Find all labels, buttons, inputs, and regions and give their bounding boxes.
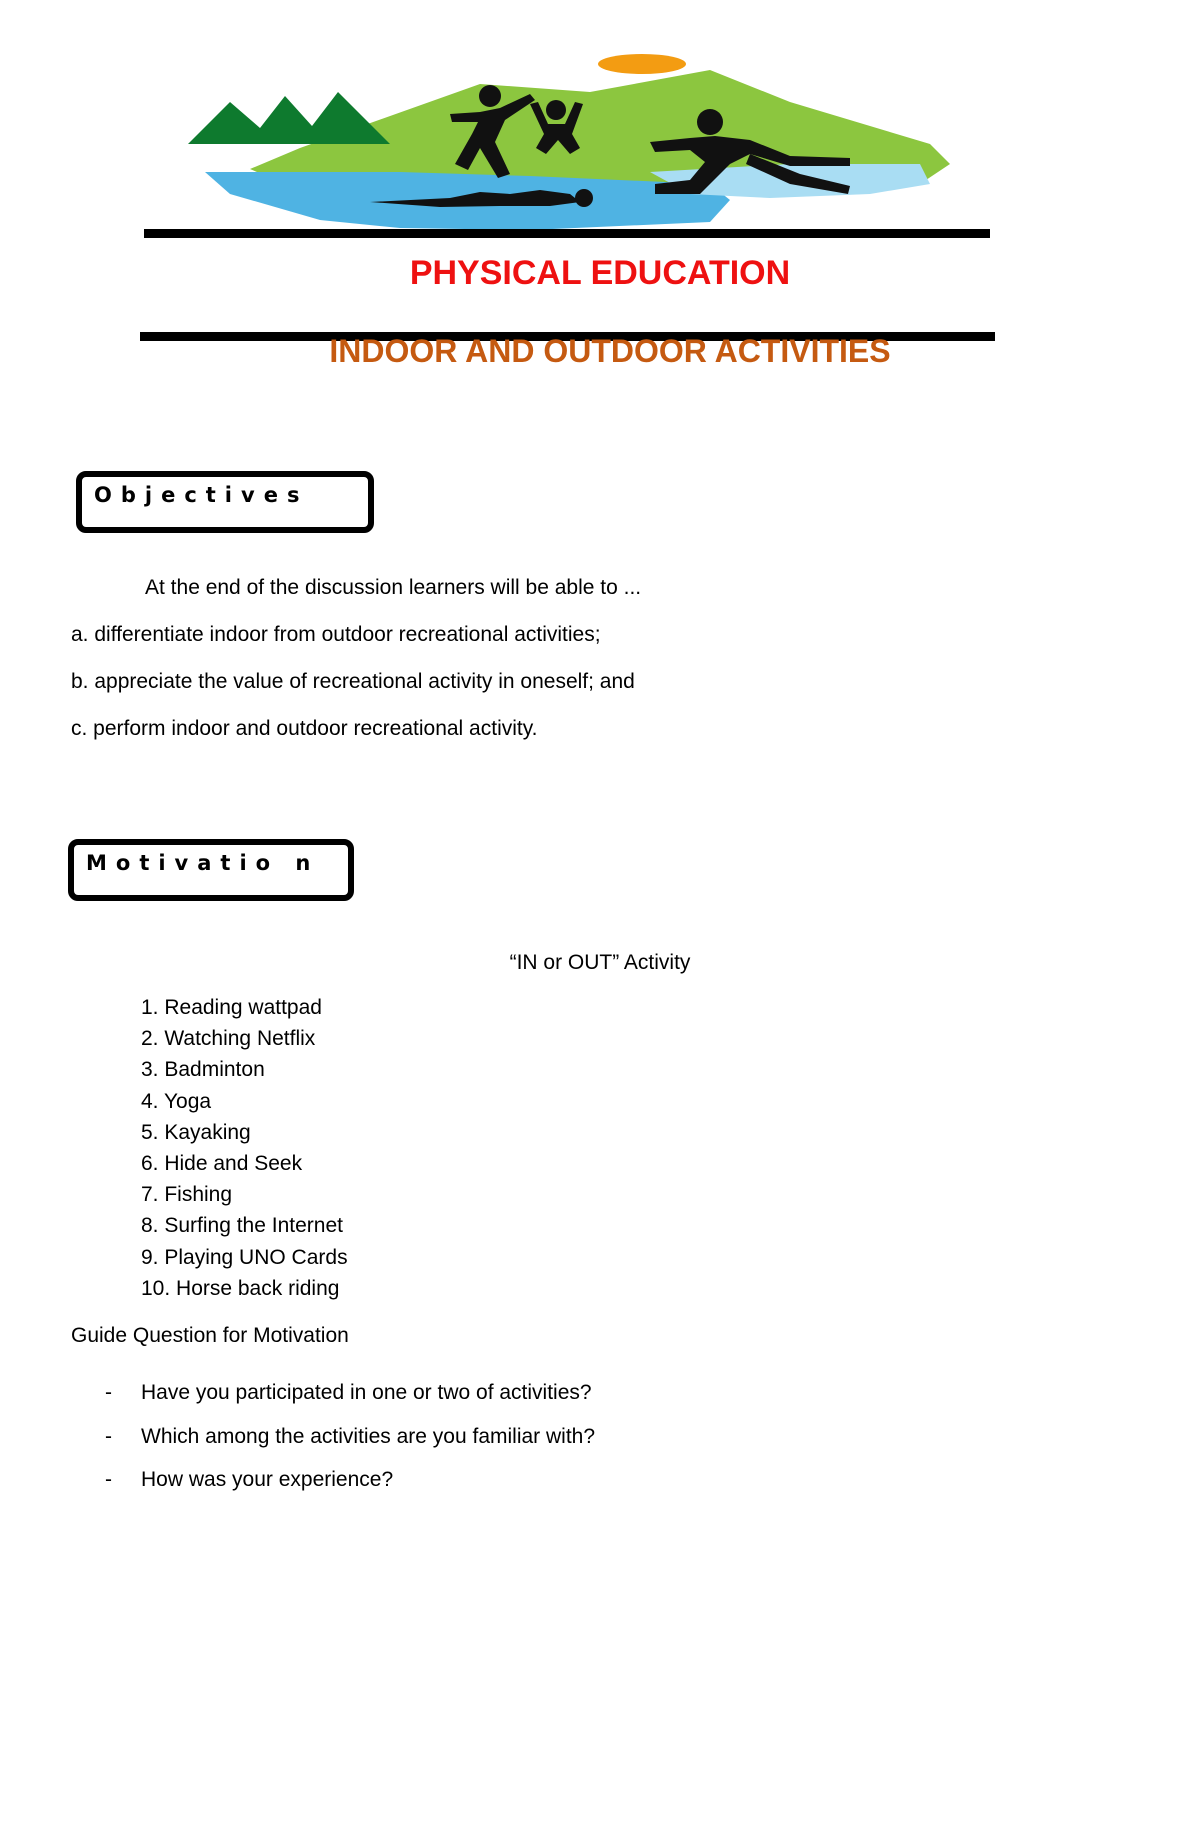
mountains-icon [188,92,390,144]
sun-icon [598,54,686,74]
activity-item: 7. Fishing [141,1183,233,1207]
bullet-dash: - [105,1424,112,1448]
activity-item: 6. Hide and Seek [141,1151,303,1175]
objectives-intro: At the end of the discussion learners will be able to ... [145,576,642,599]
guide-question-text: How was your experience? [141,1468,394,1491]
objective-item: b. appreciate the value of recreational activity in oneself; and [71,670,635,693]
activity-item: 8. Surfing the Internet [141,1214,343,1238]
header-top-rule [144,229,990,238]
topic-title: INDOOR AND OUTDOOR ACTIVITIES [329,333,891,369]
physical-activities-logo [150,44,980,229]
activity-list [141,997,348,1309]
activity-item: 10. Horse back riding [141,1276,340,1300]
activity-title: “IN or OUT” Activity [509,951,691,974]
activity-item: 5. Kayaking [141,1120,251,1144]
activity-item: 4. Yoga [141,1089,212,1113]
objectives-heading: Objectives [94,483,309,507]
bullet-dash: - [105,1468,112,1491]
guide-question-text: Have you participated in one or two of activities? [141,1381,592,1404]
subject-title: PHYSICAL EDUCATION [409,254,791,292]
guide-question-title: Guide Question for Motivation [71,1324,349,1347]
activity-item: 2. Watching Netflix [141,1027,316,1051]
objective-item: c. perform indoor and outdoor recreational activity. [71,717,538,740]
activity-item: 1. Reading wattpad [141,996,322,1019]
banner-illustration [150,44,980,229]
activity-item: 3. Badminton [141,1058,265,1082]
motivation-heading: Motivatio n [86,851,320,875]
objective-item: a. differentiate indoor from outdoor recreational activities; [71,623,601,646]
bullet-dash: - [105,1381,112,1404]
activity-item: 9. Playing UNO Cards [141,1245,348,1269]
guide-question-text: Which among the activities are you familiar with? [141,1424,596,1448]
